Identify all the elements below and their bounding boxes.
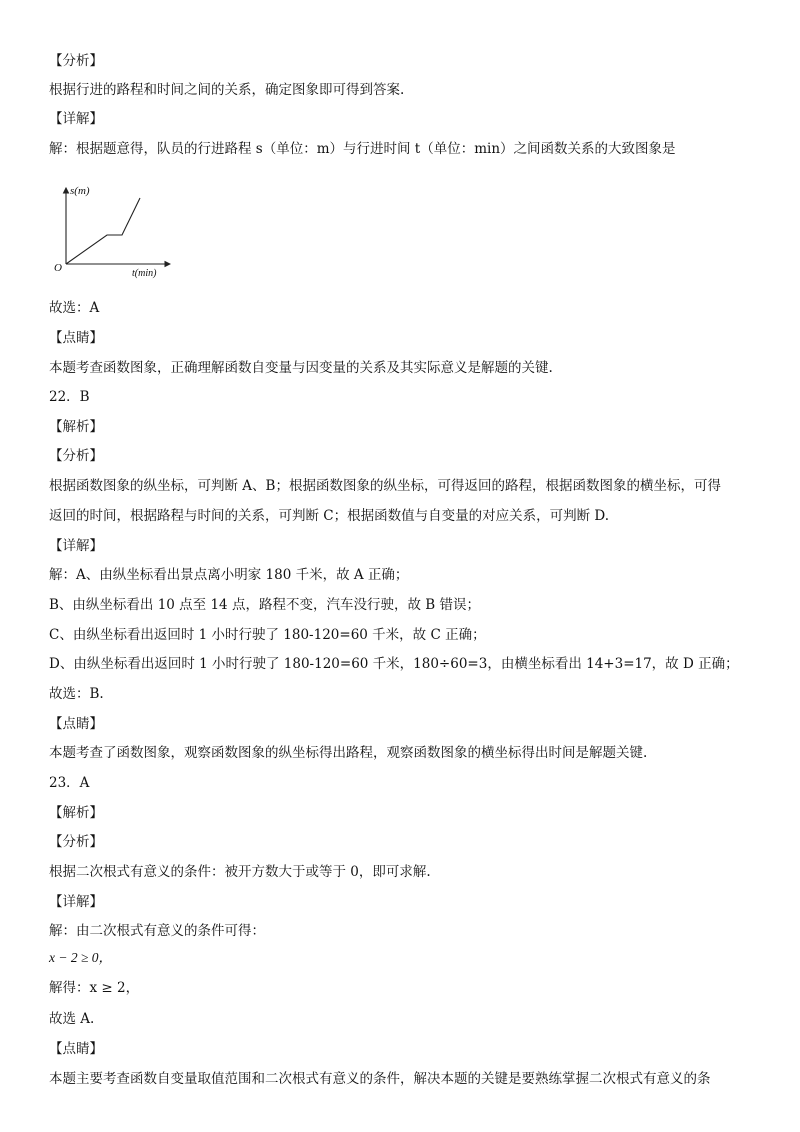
paragraph: 本题考查函数图象，正确理解函数自变量与因变量的关系及其实际意义是解题的关键. (49, 360, 553, 376)
origin-label: O (54, 262, 62, 274)
answer-line: 故选：A (49, 300, 100, 316)
graph-curve (66, 198, 140, 264)
paragraph: 解：根据题意得，队员的行进路程 s（单位：m）与行进时间 t（单位：min）之间函数关系的大致图象是 (49, 141, 676, 157)
section-heading-analysis: 【分析】 (49, 834, 103, 850)
question-number: 22．B (49, 389, 90, 405)
paragraph: 解：A、由纵坐标看出景点离小明家 180 千米，故 A 正确； (49, 567, 409, 583)
paragraph: 解：由二次根式有意义的条件可得： (49, 923, 265, 939)
section-heading-comment: 【点睛】 (49, 1041, 103, 1057)
section-heading-detail: 【详解】 (49, 894, 103, 910)
paragraph: B、由纵坐标看出 10 点至 14 点，路程不变，汽车没行驶，故 B 错误； (49, 597, 480, 613)
answer-line: 故选 A. (49, 1011, 95, 1027)
paragraph: 根据函数图象的纵坐标，可判断 A、B；根据函数图象的纵坐标，可得返回的路程，根据函数图象的横坐标，可得 (49, 478, 721, 494)
section-heading-solution: 【解析】 (49, 419, 103, 435)
paragraph: 本题主要考查函数自变量取值范围和二次根式有意义的条件，解决本题的关键是要熟练掌握二次根式有意义的条 (49, 1071, 711, 1087)
answer-line: 故选：B. (49, 686, 104, 702)
paragraph: 根据行进的路程和时间之间的关系，确定图象即可得到答案. (49, 82, 405, 98)
section-heading-solution: 【解析】 (49, 805, 103, 821)
section-heading-analysis: 【分析】 (49, 53, 103, 69)
paragraph: 根据二次根式有意义的条件：被开方数大于或等于 0，即可求解. (49, 864, 431, 880)
section-heading-detail: 【详解】 (49, 538, 103, 554)
paragraph: C、由纵坐标看出返回时 1 小时行驶了 180-120=60 千米，故 C 正确； (49, 627, 486, 643)
section-heading-comment: 【点睛】 (49, 330, 103, 346)
y-axis-label: s(m) (70, 185, 90, 197)
paragraph: 本题考查了函数图象，观察函数图象的纵坐标得出路程，观察函数图象的横坐标得出时间是解题关键. (49, 745, 648, 761)
paragraph: 返回的时间，根据路程与时间的关系，可判断 C；根据函数值与自变量的对应关系，可判断 D. (49, 508, 610, 524)
inequality: x − 2 ≥ 0， (49, 950, 113, 965)
section-heading-comment: 【点睛】 (49, 716, 103, 732)
question-number: 23．A (49, 775, 90, 791)
x-axis-label: t(min) (132, 268, 157, 279)
paragraph: D、由纵坐标看出返回时 1 小时行驶了 180-120=60 千米，180÷60=3，由横坐标看出 14+3=17，故 D 正确； (49, 656, 739, 672)
paragraph: 解得：x ≥ 2， (49, 980, 140, 996)
function-graph (52, 180, 177, 280)
section-heading-analysis: 【分析】 (49, 448, 103, 464)
section-heading-detail: 【详解】 (49, 111, 103, 127)
